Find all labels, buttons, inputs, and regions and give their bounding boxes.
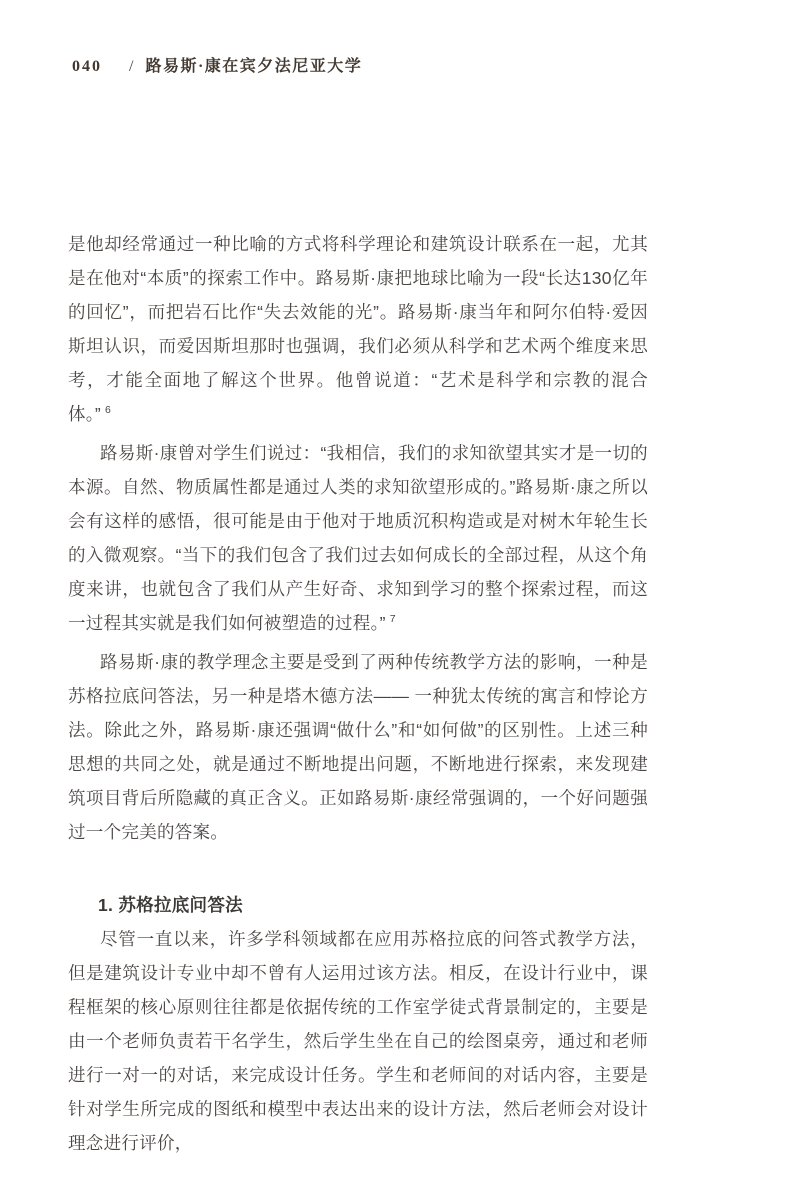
paragraph: 是他却经常通过一种比喻的方式将科学理论和建筑设计联系在一起，尤其是在他对“本质”的探索工作中。路易斯·康把地球比喻为一段“长达130亿年的回忆”，而把岩石比作“失去效能的光”。路易斯·康当年和阿尔伯特·爱因斯坦认识，而爱因斯坦那时也强调，我们必须从科学和艺术两个维度来思考，才能全面地了解这个世界。他曾说道：“艺术是科学和宗教的混合体。” $^6$ bbox=[68, 234, 648, 424]
paragraph: 路易斯·康的教学理念主要是受到了两种传统教学方法的影响，一种是苏格拉底问答法，另一种是塔木德方法—— 一种犹太传统的寓言和悖论方法。除此之外，路易斯·康还强调“做什么”和“如何做”的区别性。上述三种思想的共同之处，就是通过不断地提出问题，不断地进行探索，来发现建筑项目背后所隐藏的真正含义。正如路易斯·康经常强调的，一个好问题强过一个完美的答案。 bbox=[68, 652, 648, 842]
paragraph-group-section bbox=[68, 922, 648, 1160]
paragraph-group-intro bbox=[68, 227, 648, 849]
slash-separator: / bbox=[129, 58, 134, 75]
section-heading: 1. 苏格拉底问答法 bbox=[98, 895, 243, 915]
footnote-reference: 6 bbox=[104, 404, 112, 417]
page-number: 040 bbox=[72, 58, 102, 75]
paragraph: 尽管一直以来，许多学科领域都在应用苏格拉底的问答式教学方法，但是建筑设计专业中却不曾有人运用过该方法。相反，在设计行业中，课程框架的核心原则往往都是依据传统的工作室学徒式背景制定的，主要是由一个老师负责若干名学生，然后学生坐在自己的绘图桌旁，通过和老师进行一对一的对话，来完成设计任务。学生和老师间的对话内容，主要是针对学生所完成的图纸和模型中表达出来的设计方法，然后老师会对设计理念进行评价， bbox=[68, 929, 648, 1153]
running-title: 路易斯·康在宾夕法尼亚大学 bbox=[145, 58, 363, 75]
paragraph: 路易斯·康曾对学生们说过：“我相信，我们的求知欲望其实才是一切的本源。自然、物质属性都是通过人类的求知欲望形成的。”路易斯·康之所以会有这样的感悟，很可能是由于他对于地质沉积构造或是对树木年轮生长的入微观察。“当下的我们包含了我们过去如何成长的全部过程，从这个角度来讲，也就包含了我们从产生好奇、求知到学习的整个探索过程，而这一过程其实就是我们如何被塑造的过程。” $^7$ bbox=[68, 443, 648, 633]
main-text-block bbox=[68, 227, 648, 1165]
running-head bbox=[72, 57, 362, 77]
footnote-reference: 7 bbox=[389, 613, 396, 626]
